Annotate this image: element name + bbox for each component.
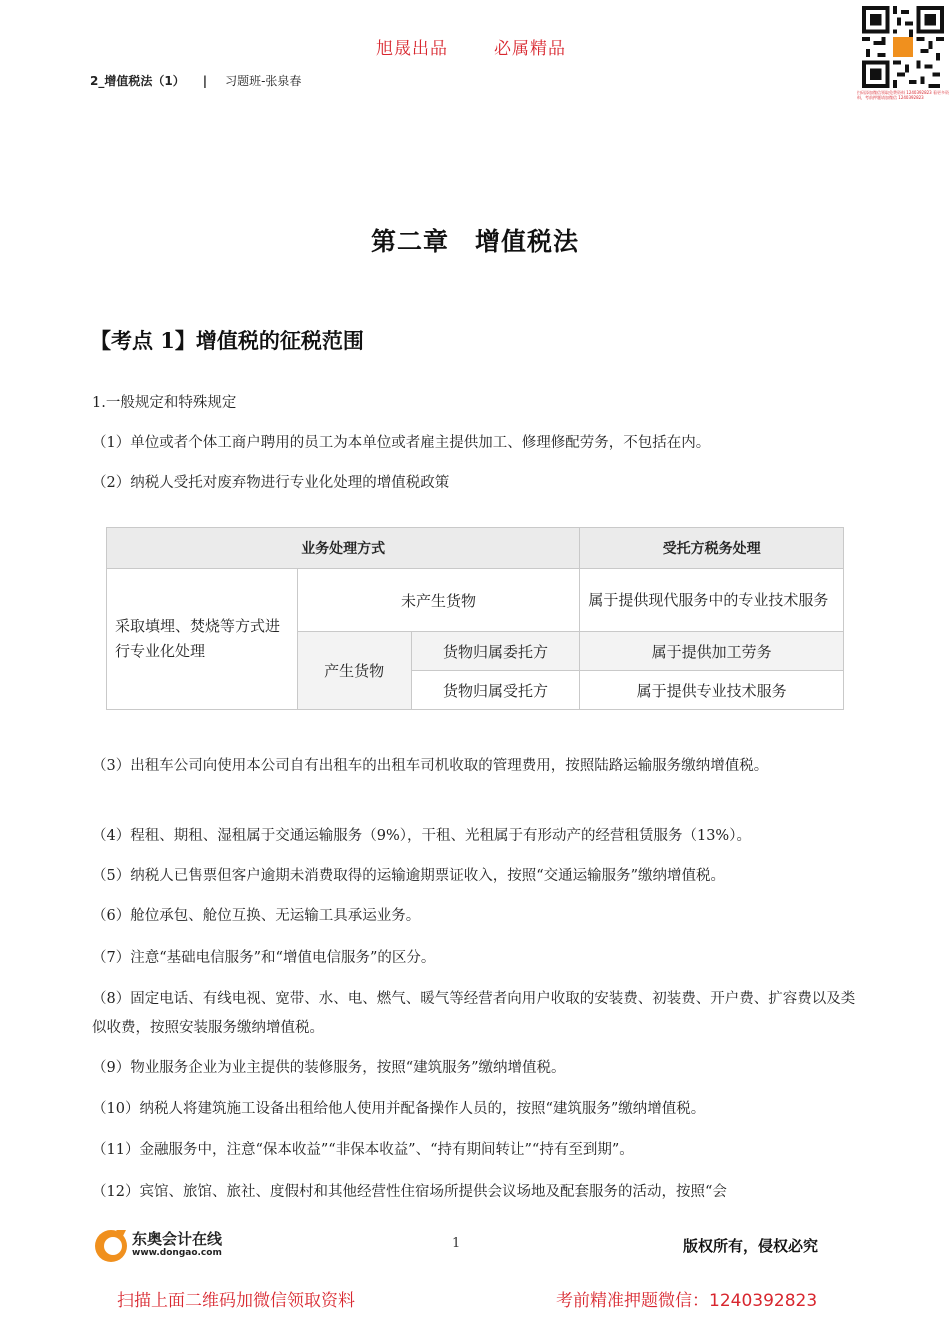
running-header	[90, 72, 301, 89]
section-title: 【考点 1】增值税的征税范围	[90, 328, 364, 353]
list-item: （11）金融服务中，注意“保本收益”“非保本收益”、“持有期间转让”“持有至到期”。	[92, 1142, 634, 1158]
goods-agent-cell: 货物归属受托方	[411, 671, 580, 710]
waste-treatment-table	[106, 527, 844, 710]
class-name: 习题班-张泉春	[225, 74, 302, 88]
promo-left: 扫描上面二维码加微信领取资料	[117, 1291, 355, 1311]
header-method: 业务处理方式	[107, 528, 580, 569]
slogan-right: 必属精品	[494, 39, 566, 59]
list-item: （9）物业服务企业为业主提供的装修服务，按照“建筑服务”缴纳增值税。	[92, 1060, 566, 1076]
slogan-left: 旭晟出品	[376, 39, 448, 59]
header-separator: |	[202, 74, 208, 88]
table-header-row	[107, 528, 844, 569]
goods-cell: 产生货物	[297, 632, 411, 710]
copyright-notice: 版权所有，侵权必究	[683, 1237, 819, 1255]
table-row	[107, 569, 844, 632]
logo-name: 东奥会计在线	[132, 1230, 223, 1248]
paragraph-1: 1.一般规定和特殊规定	[92, 395, 237, 411]
page-number: 1	[452, 1236, 461, 1251]
logo-url: www.dongao.com	[132, 1248, 222, 1258]
qr-code-icon	[862, 6, 944, 88]
list-item: （12）宾馆、旅馆、旅社、度假村和其他经营性住宿场所提供会议场地及配套服务的活动，按照“会	[92, 1184, 727, 1200]
method-cell: 采取填埋、焚烧等方式进行专业化处理	[107, 569, 298, 710]
course-title: 2_增值税法（1）	[90, 74, 185, 88]
no-goods-cell: 未产生货物	[297, 569, 580, 632]
list-item: （7）注意“基础电信服务”和“增值电信服务”的区分。	[92, 950, 436, 966]
no-goods-tax-cell: 属于提供现代服务中的专业技术服务	[580, 569, 844, 632]
dongao-logo	[92, 1226, 232, 1266]
header-tax: 受托方税务处理	[580, 528, 844, 569]
list-item: （3）出租车公司向使用本公司自有出租车的出租车司机收取的管理费用，按照陆路运输服务缴纳增值税。	[92, 758, 769, 774]
paragraph-3: （2）纳税人受托对废弃物进行专业化处理的增值税政策	[92, 475, 450, 491]
list-item: （6）舱位承包、舱位互换、无运输工具承运业务。	[92, 908, 421, 924]
goods-client-cell: 货物归属委托方	[411, 632, 580, 671]
qr-caption: 扫码添加微信领取免费资料 1240392823 看更多资料，考前押题请加微信 1240392823	[857, 90, 949, 100]
list-item: （10）纳税人将建筑施工设备出租给他人使用并配备操作人员的，按照“建筑服务”缴纳增值税。	[92, 1101, 706, 1117]
promo-right: 考前精准押题微信：1240392823	[556, 1291, 818, 1311]
logo-mark-icon	[92, 1226, 130, 1264]
list-item: （8）固定电话、有线电视、宽带、水、电、燃气、暖气等经营者向用户收取的安装费、初装费、开户费、扩容费以及类似收费，按照安装服务缴纳增值税。	[92, 991, 856, 1036]
paragraph-2: （1）单位或者个体工商户聘用的员工为本单位或者雇主提供加工、修理修配劳务，不包括在内。	[92, 435, 711, 451]
goods-client-tax-cell: 属于提供加工劳务	[580, 632, 844, 671]
list-item: （5）纳税人已售票但客户逾期未消费取得的运输逾期票证收入，按照“交通运输服务”缴纳增值税。	[92, 868, 726, 884]
chapter-title: 第二章 增值税法	[370, 227, 579, 256]
goods-agent-tax-cell: 属于提供专业技术服务	[580, 671, 844, 710]
header-slogan	[376, 34, 566, 59]
list-item: （4）程租、期租、湿租属于交通运输服务（9%），干租、光租属于有形动产的经营租赁服务（13%）。	[92, 828, 751, 844]
